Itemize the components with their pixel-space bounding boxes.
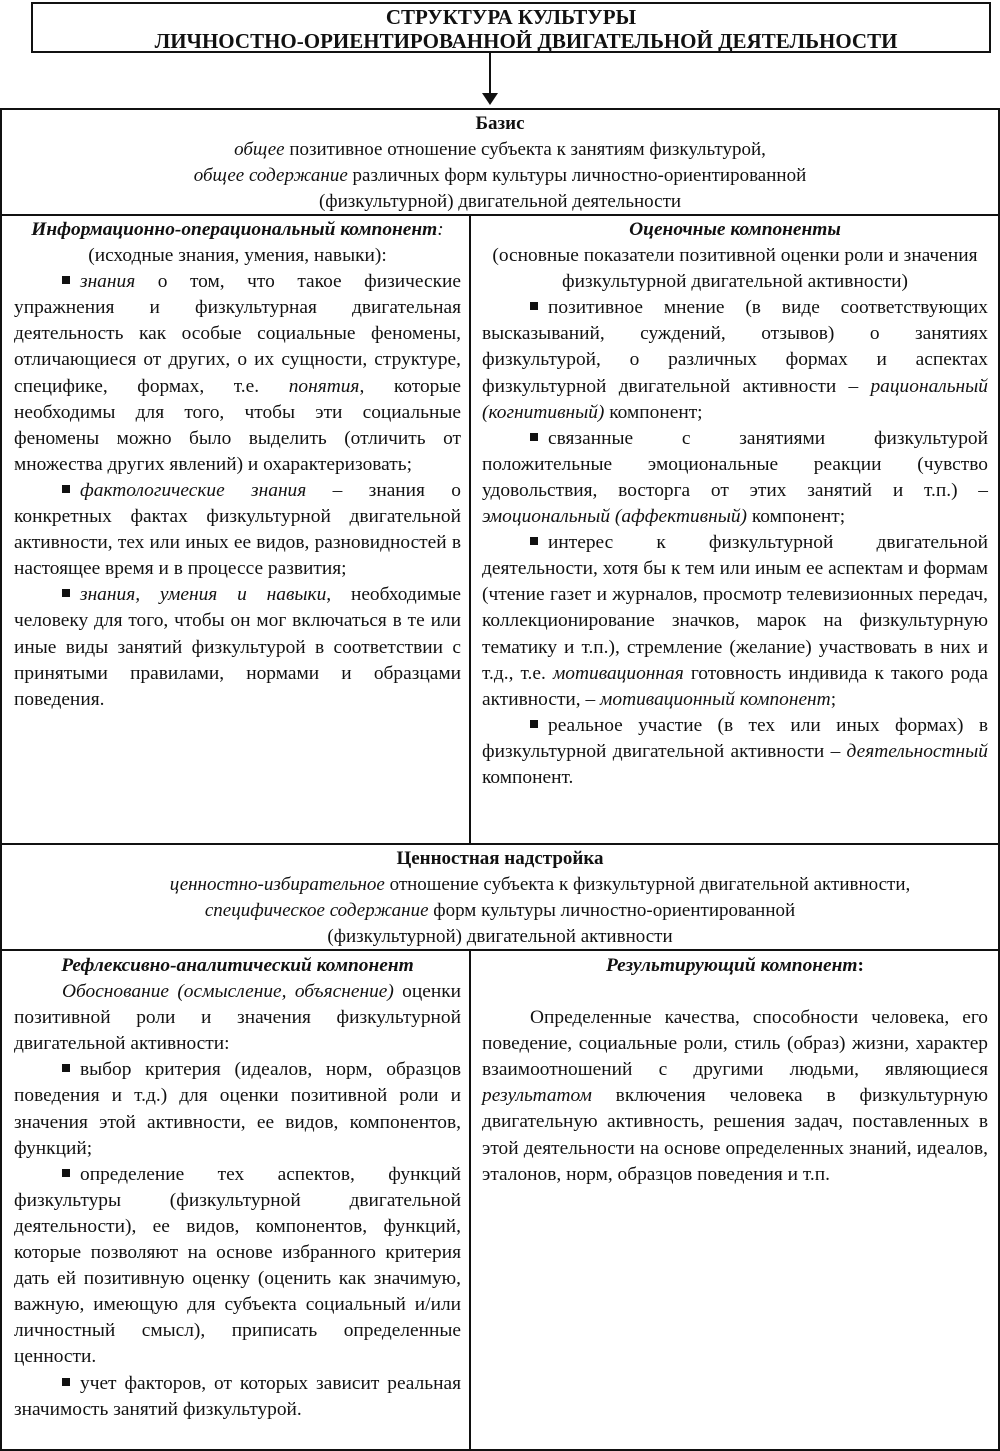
bullet-icon bbox=[62, 1064, 70, 1072]
info-bullet-3: знания, умения и навыки, необходимые человеку для того, чтобы он мог включаться в те или иные виды занятий физкультурой в соответствии с принятыми правилами, нормами и образцами поведения. bbox=[14, 584, 461, 710]
reflexive-bullet-3: учет факторов, от которых зависит реальная значимость занятий физкультурой. bbox=[14, 1372, 461, 1420]
evaluative-bullet-4: реальное участие (в тех или иных формах) в физкультурной двигательной активности – деятельностный компонент. bbox=[482, 714, 988, 788]
resulting-cell bbox=[482, 953, 988, 1188]
column-divider-upper bbox=[469, 215, 471, 844]
evaluative-bullet-2: связанные с занятиями физкультурой положительные эмоциональные реакции (чувство удовольствия, восторга от этих занятий и т.п.) – эмоциональный (аффективный) компонент; bbox=[482, 427, 988, 528]
bullet-icon bbox=[62, 589, 70, 597]
down-arrow-shaft bbox=[489, 53, 491, 95]
resulting-text: Определенные качества, способности человека, его поведение, социальные роли, стиль (образ) жизни, характер взаимоотношений с другими людьми, являющиеся результатом включения человека в физкультурную двигательную активность, решения задач, поставленных в этой деятельности на основе определенных знаний, идеалов, эталонов, норм, образцов поведения и т.п. bbox=[482, 1007, 988, 1185]
diagram-title bbox=[31, 2, 991, 53]
bullet-icon bbox=[62, 1169, 70, 1177]
value-line-1: ценностно-избирательное отношение субъекта к физкультурной двигательной активности, bbox=[169, 874, 911, 895]
basis-line-1: общее позитивное отношение субъекта к занятиям физкультурой, bbox=[234, 139, 766, 160]
evaluative-bullet-3: интерес к физкультурной двигательной деятельности, хотя бы к тем или иным ее аспектам и формам (чтение газет и журналов, просмотр телевизионных передач, коллекционирование значков, марок на физкультурную тематику и т.п.), стремление (желание) участвовать в них и т.д., т.е. мотивационная готовность индивида к такого рода активности, – мотивационный компонент; bbox=[482, 532, 988, 710]
value-line-3: (физкультурной) двигательной активности bbox=[327, 926, 673, 947]
basis-line-3: (физкультурной) двигательной деятельности bbox=[318, 191, 682, 212]
bullet-icon bbox=[62, 276, 70, 284]
reflexive-heading: Рефлексивно-аналитический компонент bbox=[61, 955, 414, 976]
value-heading: Ценностная надстройка bbox=[396, 848, 604, 869]
column-divider-lower bbox=[469, 950, 471, 1451]
value-section bbox=[2, 846, 998, 950]
bullet-icon bbox=[530, 537, 538, 545]
bullet-icon bbox=[530, 433, 538, 441]
info-bullet-2: фактологические знания – знания о конкретных фактах физкультурной двигательной активности, тех или иных ее видов, разновидностей в настоящее время и в процессе развития; bbox=[14, 479, 462, 580]
evaluative-cell bbox=[482, 217, 988, 791]
reflexive-cell bbox=[14, 953, 461, 1423]
bullet-icon bbox=[62, 485, 70, 493]
reflexive-intro: Обоснование (осмысление, объяснение) оценки позитивной роли и значения физкультурной двигательной активности: bbox=[14, 981, 461, 1055]
value-line-2: специфическое содержание форм культуры личностно-ориентированной bbox=[204, 900, 796, 921]
basis-line-2: общее содержание различных форм культуры личностно-ориентированной bbox=[193, 165, 807, 186]
basis-heading: Базис bbox=[475, 113, 525, 134]
info-component-cell bbox=[14, 217, 461, 713]
divider-value bbox=[0, 843, 1000, 845]
info-component-heading: Информационно-операциональный компонент: bbox=[31, 219, 444, 240]
evaluative-bullet-1: позитивное мнение (в виде соответствующих высказываний, суждений, отзывов) о занятиях физкультурой, о различных формах и аспектах физкультурной двигательной активности – рациональный (когнитивный) компонент; bbox=[482, 297, 988, 423]
evaluative-subtitle: (основные показатели позитивной оценки роли и значения физкультурной двигательной активности) bbox=[492, 245, 978, 293]
bullet-icon bbox=[530, 720, 538, 728]
reflexive-bullet-2: определение тех аспектов, функций физкультуры (физкультурной двигательной деятельности), ее видов, компонентов, функций, которые позволяют на основе избранного критерия дать ей позитивную оценку (оценить как значимую, важную, имеющую для субъекта социальный и/или личностный смысл), приписать определенные ценности. bbox=[14, 1163, 461, 1368]
resulting-heading: Результирующий компонент: bbox=[606, 955, 864, 976]
title-line-2: ЛИЧНОСТНО-ОРИЕНТИРОВАННОЙ ДВИГАТЕЛЬНОЙ ДЕЯТЕЛЬНОСТИ bbox=[154, 29, 898, 53]
basis-section bbox=[2, 111, 998, 215]
title-line-1: СТРУКТУРА КУЛЬТУРЫ bbox=[385, 5, 637, 29]
evaluative-heading: Оценочные компоненты bbox=[629, 219, 841, 240]
info-component-subtitle: (исходные знания, умения, навыки): bbox=[88, 245, 387, 267]
bullet-icon bbox=[62, 1378, 70, 1386]
down-arrow-icon bbox=[482, 93, 498, 105]
reflexive-bullet-1: выбор критерия (идеалов, норм, образцов поведения и т.д.) для оценки позитивной роли и значения этой активности, ее видов, компонентов, функций; bbox=[14, 1059, 461, 1159]
info-bullet-1: знания о том, что такое физические упражнения и физкультурная двигательная деятельность как особые социальные феномены, отличающиеся от других, о их сущности, структуре, специфике, формах, т.е. понятия, которые необходимы для того, чтобы эти социальные феномены можно было выделить (отличить от множества других явлений) и охарактеризовать; bbox=[14, 271, 461, 475]
bullet-icon bbox=[530, 302, 538, 310]
